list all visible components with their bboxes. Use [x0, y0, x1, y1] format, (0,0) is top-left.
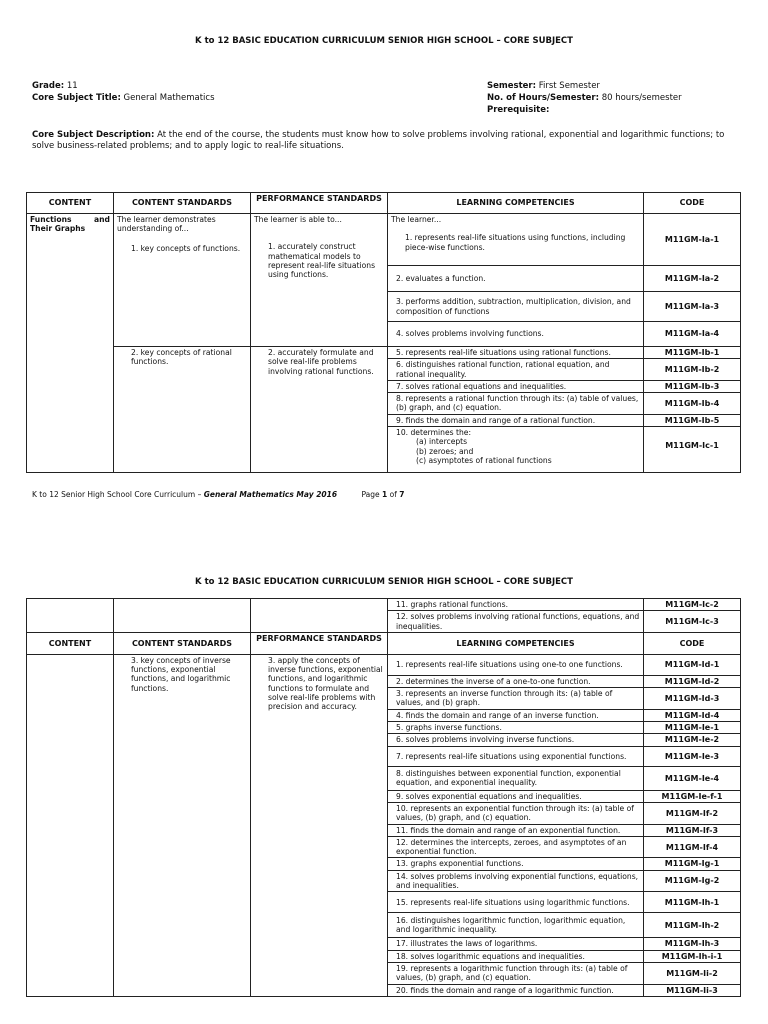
page-header-title-2: K to 12 BASIC EDUCATION CURRICULUM SENIOR HIGH SCHOOL – CORE SUBJECT [195, 577, 573, 587]
competency-code: M11GM-Ii-2 [644, 962, 741, 984]
competency-code: M11GM-If-3 [644, 824, 741, 836]
table-row [27, 347, 741, 359]
competency-text: 20. finds the domain and range of a logarithmic function. [388, 984, 644, 996]
competency-code: M11GM-Id-3 [644, 688, 741, 710]
grade-label: Grade: [32, 81, 65, 91]
competency-text: 12. determines the intercepts, zeroes, and asymptotes of an exponential function. [388, 836, 644, 858]
footer-page-number: 1 [382, 490, 388, 499]
content-word-and: and [94, 215, 110, 224]
competency-text: 1. represents real-life situations using one-to one functions. [388, 654, 644, 675]
competency-text: 11. finds the domain and range of an exponential function. [388, 824, 644, 836]
competency-text: 9. finds the domain and range of a rational function. [388, 414, 644, 426]
footer-of-label: of [389, 490, 397, 499]
page2-competency-rows [27, 654, 741, 996]
content-standard-2: 2. key concepts of rational functions. [131, 348, 232, 367]
competency-code: M11GM-Ih-3 [644, 938, 741, 950]
semester-value: First Semester [538, 81, 600, 91]
performance-standard-2-cell [251, 347, 388, 473]
hours-label: No. of Hours/Semester: [487, 93, 599, 103]
content-standard-3-cell [114, 654, 251, 996]
col-code: CODE [644, 193, 741, 214]
page-header-title: K to 12 BASIC EDUCATION CURRICULUM SENIOR HIGH SCHOOL – CORE SUBJECT [195, 36, 573, 46]
footer-page-label: Page [361, 490, 380, 499]
content-standard-1: 1. key concepts of functions. [131, 243, 241, 253]
grade-line [32, 81, 78, 92]
empty-cell [27, 599, 114, 633]
competency-code: M11GM-Ia-2 [644, 266, 741, 292]
content-standard-3: 3. key concepts of inverse functions, exponential functions, and logarithmic functions. [131, 655, 231, 693]
description-text: At the end of the course, the students must know how to solve problems involving rational, exponential and logarithmic functions; to solve business-related problems; and to apply logic to real-life situations. [32, 130, 725, 151]
competency-code: M11GM-Ia-1 [644, 214, 741, 266]
competency-text: 10. determines the: [396, 428, 472, 438]
competency-code: M11GM-If-2 [644, 802, 741, 824]
table-row [27, 599, 741, 611]
competency-text: 15. represents real-life situations using logarithmic functions. [388, 892, 644, 913]
table-header-row [27, 193, 741, 214]
performance-standard-intro: The learner is able to... [254, 215, 342, 224]
competency-code: M11GM-Ic-1 [644, 427, 741, 473]
col-content: CONTENT [27, 632, 114, 654]
col-content-standards: CONTENT STANDARDS [114, 193, 251, 214]
performance-standard-3-cell [251, 654, 388, 996]
curriculum-table-page2 [26, 598, 741, 997]
competency-text: 8. distinguishes between exponential function, exponential equation, and exponential inequality. [388, 766, 644, 790]
table-row [27, 214, 741, 266]
competency-text: 6. solves problems involving inverse functions. [388, 734, 644, 746]
description-label: Core Subject Description: [32, 130, 155, 140]
competency-code: M11GM-Ii-3 [644, 984, 741, 996]
prerequisite-label: Prerequisite: [487, 105, 550, 115]
hours-line [487, 93, 682, 104]
competency-code: M11GM-Id-1 [644, 654, 741, 675]
competency-code: M11GM-Ie-4 [644, 766, 741, 790]
subject-title-label: Core Subject Title: [32, 93, 121, 103]
competency-code: M11GM-Id-4 [644, 709, 741, 721]
col-content: CONTENT [27, 193, 114, 214]
competency-text: 7. solves rational equations and inequalities. [388, 380, 644, 392]
subject-title-line [32, 93, 215, 104]
competency-text: 3. represents an inverse function through its: (a) table of values, and (b) graph. [388, 688, 644, 710]
competency-text: 16. distinguishes logarithmic function, logarithmic equation, and logarithmic inequality. [388, 913, 644, 938]
competency-code: M11GM-Ig-1 [644, 858, 741, 870]
competency-text: 4. solves problems involving functions. [388, 322, 644, 347]
competency-text: 2. evaluates a function. [388, 266, 644, 292]
competency-text: 2. determines the inverse of a one-to-one function. [388, 675, 644, 687]
performance-standard-2: 2. accurately formulate and solve real-life problems involving rational functions. [268, 348, 374, 376]
performance-standard-1: 1. accurately construct mathematical models to represent real-life situations using functions. [268, 242, 376, 280]
competency-code: M11GM-Ic-2 [644, 599, 741, 611]
competency-code: M11GM-If-4 [644, 836, 741, 858]
competency-text: 19. represents a logarithmic function through its: (a) table of values, (b) graph, and (c) equation. [388, 962, 644, 984]
col-learning-competencies: LEARNING COMPETENCIES [388, 632, 644, 654]
col-content-standards: CONTENT STANDARDS [114, 632, 251, 654]
grade-value: 11 [66, 81, 78, 91]
competency-subitem: (b) zeroes; and [416, 446, 474, 456]
competency-code: M11GM-Ie-3 [644, 746, 741, 766]
competency-code: M11GM-Ib-3 [644, 380, 741, 392]
competency-text: 3. performs addition, subtraction, multiplication, division, and composition of functions [388, 292, 644, 322]
competency-code: M11GM-Ih-i-1 [644, 950, 741, 962]
competency-10-cell [388, 427, 644, 473]
competency-text: 9. solves exponential equations and inequalities. [388, 790, 644, 802]
content-cell [27, 214, 114, 473]
competency-code: M11GM-Ih-2 [644, 913, 741, 938]
competency-text: 4. finds the domain and range of an inverse function. [388, 709, 644, 721]
competency-code: M11GM-Ib-5 [644, 414, 741, 426]
col-performance-standards: PERFORMANCE STANDARDS [251, 632, 388, 654]
content-standard-intro: The learner demonstrates understanding of... [117, 215, 216, 234]
competency-code: M11GM-Ie-2 [644, 734, 741, 746]
hours-value: 80 hours/semester [601, 93, 682, 103]
competency-code: M11GM-Ic-3 [644, 611, 741, 633]
footer-page-total: 7 [399, 490, 405, 499]
table-row [27, 654, 741, 675]
competency-code: M11GM-Ih-1 [644, 892, 741, 913]
competency-text: 8. represents a rational function through its: (a) table of values, (b) graph, and (c) equation. [388, 393, 644, 415]
content-standard-2-cell [114, 347, 251, 473]
content-standard-1-cell [114, 214, 251, 347]
prerequisite-line [487, 105, 549, 116]
competency-text: 12. solves problems involving rational functions, equations, and inequalities. [388, 611, 644, 633]
semester-label: Semester: [487, 81, 536, 91]
content-word-graphs: Their Graphs [30, 224, 86, 234]
empty-cell [27, 654, 114, 996]
competency-intro: The learner... [391, 215, 442, 224]
performance-standard-1-cell [251, 214, 388, 347]
subject-description [32, 130, 742, 152]
competency-code: M11GM-Ib-4 [644, 393, 741, 415]
competency-1-cell [388, 214, 644, 266]
competency-text: 17. illustrates the laws of logarithms. [388, 938, 644, 950]
competency-subitem: (c) asymptotes of rational functions [416, 455, 552, 465]
competency-subitem: (a) intercepts [416, 437, 468, 447]
page-footer [32, 490, 405, 499]
competency-code: M11GM-Id-2 [644, 675, 741, 687]
semester-line [487, 81, 600, 92]
competency-code: M11GM-Ie-1 [644, 722, 741, 734]
competency-code: M11GM-Ib-2 [644, 359, 741, 381]
table-header-row [27, 632, 741, 654]
col-learning-competencies: LEARNING COMPETENCIES [388, 193, 644, 214]
competency-text: 7. represents real-life situations using exponential functions. [388, 746, 644, 766]
subject-title-value: General Mathematics [123, 93, 215, 103]
competency-code: M11GM-Ie-f-1 [644, 790, 741, 802]
footer-curriculum: K to 12 Senior High School Core Curriculum – [32, 490, 202, 499]
col-performance-standards: PERFORMANCE STANDARDS [251, 193, 388, 214]
competency-text: 11. graphs rational functions. [388, 599, 644, 611]
competency-text: 14. solves problems involving exponential functions, equations, and inequalities. [388, 870, 644, 892]
competency-code: M11GM-Ia-4 [644, 322, 741, 347]
empty-cell [251, 599, 388, 633]
performance-standard-3: 3. apply the concepts of inverse functions, exponential functions, and logarithmic functions to formulate and solve real-life problems with precision and accuracy. [268, 655, 383, 712]
competency-text: 1. represents real-life situations using functions, including piece-wise functions. [405, 233, 626, 252]
curriculum-table-page1 [26, 192, 741, 473]
footer-title: General Mathematics May 2016 [203, 490, 338, 499]
competency-text: 6. distinguishes rational function, rational equation, and rational inequality. [388, 359, 644, 381]
competency-text: 10. represents an exponential function through its: (a) table of values, (b) graph, and (c) equation. [388, 802, 644, 824]
competency-code: M11GM-Ia-3 [644, 292, 741, 322]
content-word-functions: Functions [30, 215, 72, 224]
col-code: CODE [644, 632, 741, 654]
competency-text: 13. graphs exponential functions. [388, 858, 644, 870]
competency-text: 5. represents real-life situations using rational functions. [388, 347, 644, 359]
empty-cell [114, 599, 251, 633]
competency-text: 5. graphs inverse functions. [388, 722, 644, 734]
competency-text: 18. solves logarithmic equations and inequalities. [388, 950, 644, 962]
competency-code: M11GM-Ig-2 [644, 870, 741, 892]
competency-code: M11GM-Ib-1 [644, 347, 741, 359]
